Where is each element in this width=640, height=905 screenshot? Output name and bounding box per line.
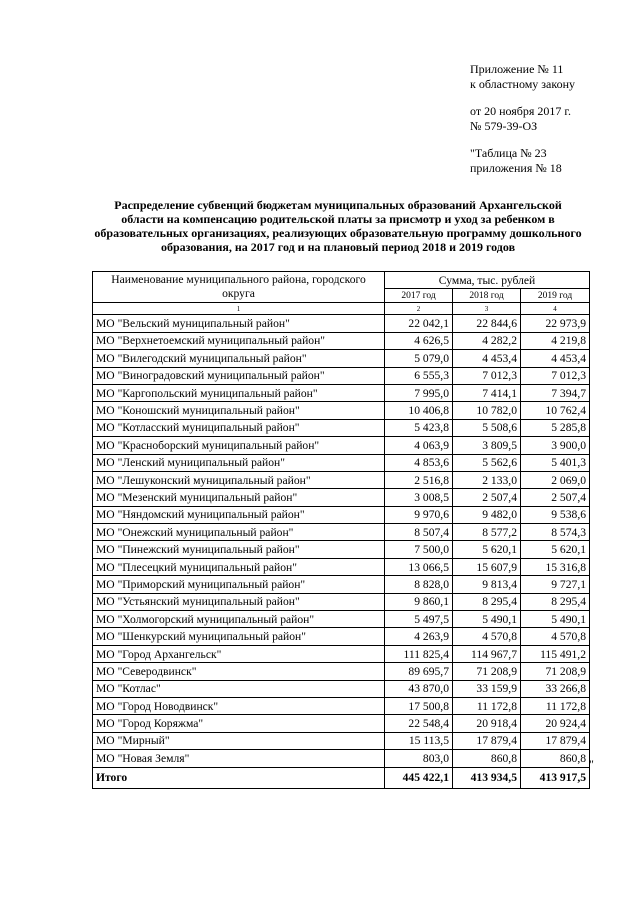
row-name-cell: МО "Холмогорский муниципальный район" [93,611,385,628]
value-2019-cell: 2 069,0 [521,471,590,488]
value-2018-cell: 114 967,7 [453,645,521,662]
value-2017-cell: 7 995,0 [385,384,453,401]
value-2018-cell: 5 562,6 [453,454,521,471]
value-2019-cell: 2 507,4 [521,489,590,506]
table-row [93,350,590,367]
row-name-cell: МО "Город Архангельск" [93,645,385,662]
header-year-cell: 2018 год [453,289,521,303]
value-2017-cell: 803,0 [385,750,453,767]
total-2019-cell: 413 917,5 [521,767,590,788]
row-name-cell: МО "Коношский муниципальный район" [93,402,385,419]
value-2018-cell: 17 879,4 [453,732,521,749]
row-name-cell: МО "Каргопольский муниципальный район" [93,384,385,401]
value-2019-cell: 9 727,1 [521,576,590,593]
row-name-cell: МО "Плесецкий муниципальный район" [93,558,385,575]
appendix-line: "Таблица № 23 [470,146,547,160]
column-number-cell: 4 [521,303,590,315]
table-row [93,663,590,680]
total-2017-cell: 445 422,1 [385,767,453,788]
value-2018-cell: 22 844,6 [453,315,521,332]
value-2017-cell: 4 853,6 [385,454,453,471]
row-name-cell: МО "Шенкурский муниципальный район" [93,628,385,645]
value-2019-cell: 5 285,8 [521,419,590,436]
value-2019-cell: 4 570,8 [521,628,590,645]
table-row [93,628,590,645]
value-2019-cell: 7 394,7 [521,384,590,401]
header-year-cell: 2017 год [385,289,453,303]
value-2019-cell: 22 973,9 [521,315,590,332]
value-2018-cell: 5 620,1 [453,541,521,558]
value-2018-cell: 5 490,1 [453,611,521,628]
column-number-cell: 2 [385,303,453,315]
value-2018-cell: 4 282,2 [453,332,521,349]
appendix-line: Приложение № 11 [470,62,564,76]
table-row [93,506,590,523]
subsidy-table [92,271,590,789]
value-2019-cell: 20 924,4 [521,715,590,732]
header-year-cell: 2019 год [521,289,590,303]
row-name-cell: МО "Приморский муниципальный район" [93,576,385,593]
value-2019-cell: 71 208,9 [521,663,590,680]
value-2018-cell: 2 507,4 [453,489,521,506]
row-name-cell: МО "Ленский муниципальный район" [93,454,385,471]
table-row [93,715,590,732]
value-2019-cell: 15 316,8 [521,558,590,575]
value-2017-cell: 10 406,8 [385,402,453,419]
closing-quote: " [589,757,594,771]
value-2019-cell: 8 574,3 [521,524,590,541]
value-2019-cell: 7 012,3 [521,367,590,384]
appendix-line: от 20 ноября 2017 г. [470,104,571,118]
appendix-line: к областному закону [470,77,576,91]
table-row [93,454,590,471]
row-name-cell: МО "Котлас" [93,680,385,697]
row-name-cell: МО "Северодвинск" [93,663,385,680]
table-row [93,732,590,749]
row-name-cell: МО "Виноградовский муниципальный район" [93,367,385,384]
value-2017-cell: 5 497,5 [385,611,453,628]
value-2018-cell: 71 208,9 [453,663,521,680]
value-2018-cell: 7 414,1 [453,384,521,401]
table-row [93,419,590,436]
value-2018-cell: 20 918,4 [453,715,521,732]
value-2018-cell: 9 482,0 [453,506,521,523]
value-2019-cell: 4 219,8 [521,332,590,349]
table-row [93,332,590,349]
value-2018-cell: 3 809,5 [453,437,521,454]
value-2017-cell: 4 626,5 [385,332,453,349]
row-name-cell: МО "Котласский муниципальный район" [93,419,385,436]
appendix-line: № 579-39-ОЗ [470,119,538,133]
row-name-cell: МО "Пинежский муниципальный район" [93,541,385,558]
table-row [93,471,590,488]
table-row [93,611,590,628]
value-2017-cell: 8 828,0 [385,576,453,593]
row-name-cell: МО "Новая Земля" [93,750,385,767]
value-2017-cell: 6 555,3 [385,367,453,384]
row-name-cell: МО "Устьянский муниципальный район" [93,593,385,610]
value-2017-cell: 89 695,7 [385,663,453,680]
table-row [93,558,590,575]
value-2019-cell: 115 491,2 [521,645,590,662]
value-2018-cell: 860,8 [453,750,521,767]
value-2018-cell: 5 508,6 [453,419,521,436]
table-row [93,576,590,593]
row-name-cell: МО "Город Коряжма" [93,715,385,732]
column-number-cell: 1 [93,303,385,315]
value-2019-cell: 3 900,0 [521,437,590,454]
header-name-cell: Наименование муниципального района, городского округа [93,272,385,303]
value-2017-cell: 111 825,4 [385,645,453,662]
table-row [93,541,590,558]
header-sum-cell: Сумма, тыс. рублей [385,272,590,289]
value-2019-cell: 10 762,4 [521,402,590,419]
value-2017-cell: 5 079,0 [385,350,453,367]
table-row [93,367,590,384]
row-name-cell: МО "Вилегодский муниципальный район" [93,350,385,367]
table-row [93,315,590,332]
table-row [93,680,590,697]
table-row [93,750,590,767]
value-2017-cell: 9 860,1 [385,593,453,610]
value-2019-cell: 5 620,1 [521,541,590,558]
value-2017-cell: 43 870,0 [385,680,453,697]
value-2017-cell: 4 263,9 [385,628,453,645]
appendix-block [470,62,575,176]
row-name-cell: МО "Лешуконский муниципальный район" [93,471,385,488]
value-2019-cell: 9 538,6 [521,506,590,523]
value-2017-cell: 13 066,5 [385,558,453,575]
total-2018-cell: 413 934,5 [453,767,521,788]
table-row [93,384,590,401]
value-2017-cell: 7 500,0 [385,541,453,558]
value-2018-cell: 15 607,9 [453,558,521,575]
row-name-cell: МО "Мирный" [93,732,385,749]
table-row [93,593,590,610]
total-row [93,767,590,788]
table-row [93,437,590,454]
table-row [93,645,590,662]
table-row [93,489,590,506]
value-2017-cell: 4 063,9 [385,437,453,454]
value-2018-cell: 8 577,2 [453,524,521,541]
value-2017-cell: 9 970,6 [385,506,453,523]
value-2019-cell: 5 401,3 [521,454,590,471]
value-2017-cell: 2 516,8 [385,471,453,488]
value-2018-cell: 2 133,0 [453,471,521,488]
table-row [93,697,590,714]
value-2019-cell: 33 266,8 [521,680,590,697]
value-2019-cell: 860,8 [521,750,590,767]
total-label-cell: Итого [93,767,385,788]
value-2017-cell: 15 113,5 [385,732,453,749]
row-name-cell: МО "Красноборский муниципальный район" [93,437,385,454]
value-2017-cell: 22 548,4 [385,715,453,732]
value-2017-cell: 8 507,4 [385,524,453,541]
row-name-cell: МО "Город Новодвинск" [93,697,385,714]
value-2018-cell: 8 295,4 [453,593,521,610]
value-2018-cell: 11 172,8 [453,697,521,714]
header-row [93,272,590,289]
value-2018-cell: 4 570,8 [453,628,521,645]
value-2018-cell: 4 453,4 [453,350,521,367]
value-2017-cell: 17 500,8 [385,697,453,714]
value-2019-cell: 11 172,8 [521,697,590,714]
value-2019-cell: 4 453,4 [521,350,590,367]
value-2017-cell: 5 423,8 [385,419,453,436]
row-name-cell: МО "Мезенский муниципальный район" [93,489,385,506]
column-number-cell: 3 [453,303,521,315]
value-2017-cell: 3 008,5 [385,489,453,506]
table-row [93,402,590,419]
value-2019-cell: 17 879,4 [521,732,590,749]
value-2019-cell: 8 295,4 [521,593,590,610]
value-2018-cell: 7 012,3 [453,367,521,384]
value-2019-cell: 5 490,1 [521,611,590,628]
row-name-cell: МО "Онежский муниципальный район" [93,524,385,541]
row-name-cell: МО "Верхнетоемский муниципальный район" [93,332,385,349]
row-name-cell: МО "Няндомский муниципальный район" [93,506,385,523]
value-2018-cell: 10 782,0 [453,402,521,419]
appendix-line: приложения № 18 [470,161,562,175]
value-2017-cell: 22 042,1 [385,315,453,332]
row-name-cell: МО "Вельский муниципальный район" [93,315,385,332]
document-title: Распределение субвенций бюджетам муниципальных образований Архангельской области на компенсацию родительской платы за присмотр и уход за ребенком в образовательных организациях, реализующих образовательную программу дошкольного образования, на 2017 год и на плановый период 2018 и 2019 годов [94,198,582,254]
value-2018-cell: 33 159,9 [453,680,521,697]
table-row [93,524,590,541]
column-number-row [93,303,590,315]
value-2018-cell: 9 813,4 [453,576,521,593]
